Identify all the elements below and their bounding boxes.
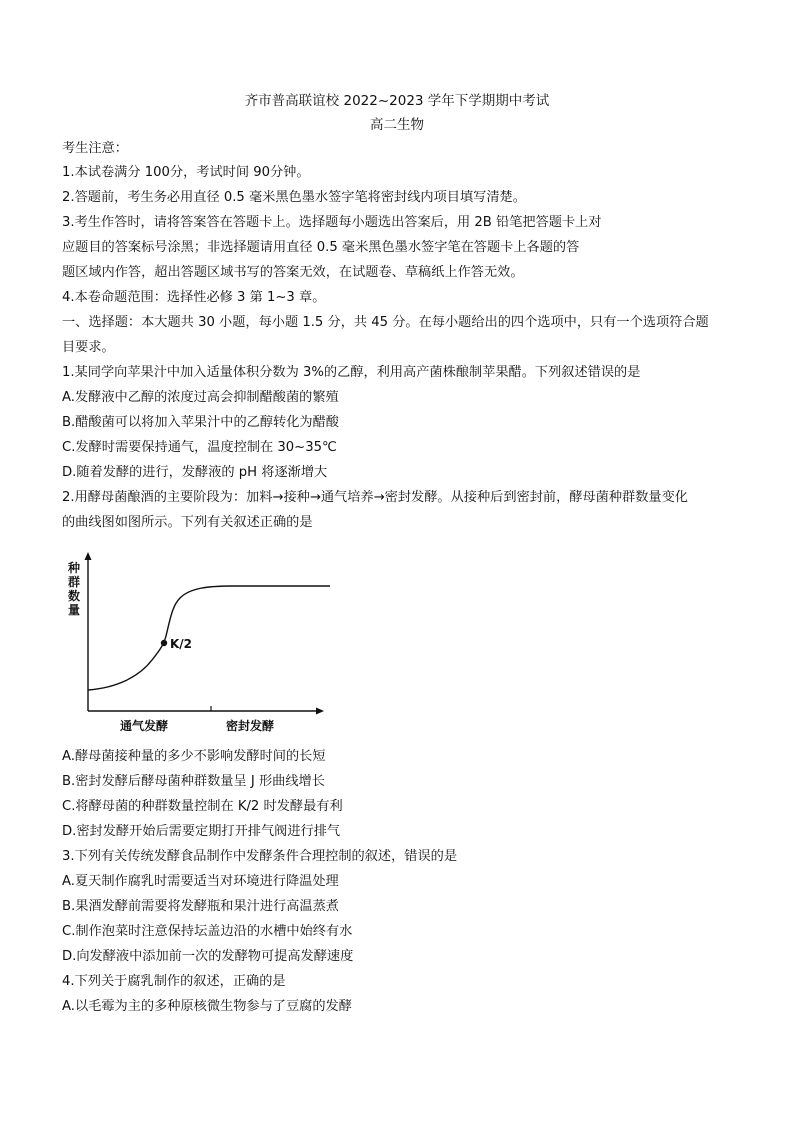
exam-subject: 高二生物 <box>370 117 424 133</box>
question-3-option-d: D.向发酵液中添加前一次的发酵物可提高发酵速度 <box>62 949 354 964</box>
question-2-option-b: B.密封发酵后酵母菌种群数量呈 J 形曲线增长 <box>62 774 325 789</box>
notice-line: 题区域内作答，超出答题区域书写的答案无效，在试题卷、草稿纸上作答无效。 <box>62 265 524 280</box>
phase-label-sealed: 密封发酵 <box>226 719 275 733</box>
notice-line: 4.本卷命题范围：选择性必修 3 第 1~3 章。 <box>62 290 326 305</box>
question-1-option-a: A.发酵液中乙醇的浓度过高会抑制醋酸菌的繁殖 <box>62 390 339 405</box>
question-1-option-c: C.发酵时需要保持通气，温度控制在 30~35℃ <box>62 440 337 455</box>
exam-title: 齐市普高联谊校 2022~2023 学年下学期期中考试 <box>244 93 550 109</box>
question-2-stem-cont: 的曲线图如图所示。下列有关叙述正确的是 <box>62 515 313 530</box>
question-2-stem: 2.用酵母菌酿酒的主要阶段为：加料→接种→通气培养→密封发酵。从接种后到密封前，酵母菌种群数量变化 <box>62 490 688 505</box>
question-2-option-a: A.酵母菌接种量的多少不影响发酵时间的长短 <box>62 749 326 764</box>
question-1-option-d: D.随着发酵的进行，发酵液的 pH 将逐渐增大 <box>62 465 328 480</box>
k-half-label: K/2 <box>170 637 193 651</box>
question-3-option-c: C.制作泡菜时注意保持坛盖边沿的水槽中始终有水 <box>62 924 353 939</box>
phase-label-aeration: 通气发酵 <box>120 719 169 733</box>
notice-line: 3.考生作答时，请将答案答在答题卡上。选择题每小题选出答案后，用 2B 铅笔把答题卡上对 <box>62 215 602 230</box>
question-1-option-b: B.醋酸菌可以将加入苹果汁中的乙醇转化为醋酸 <box>62 415 339 430</box>
question-3-option-b: B.果酒发酵前需要将发酵瓶和果汁进行高温蒸煮 <box>62 899 339 914</box>
y-axis-label-char: 种 <box>68 561 81 575</box>
question-4-option-a: A.以毛霉为主的多种原核微生物参与了豆腐的发酵 <box>62 999 352 1014</box>
section-heading-cont: 目要求。 <box>62 340 115 355</box>
notice-heading: 考生注意： <box>62 141 128 156</box>
k-half-point <box>161 640 167 646</box>
question-3-stem: 3.下列有关传统发酵食品制作中发酵条件合理控制的叙述，错误的是 <box>62 849 458 864</box>
population-growth-figure <box>60 548 340 738</box>
y-axis-label-char: 量 <box>68 603 81 617</box>
question-4-stem: 4.下列关于腐乳制作的叙述，正确的是 <box>62 974 286 989</box>
notice-line: 2.答题前，考生务必用直径 0.5 毫米黑色墨水签字笔将密封线内项目填写清楚。 <box>62 190 526 205</box>
question-1-stem: 1.某同学向苹果汁中加入适量体积分数为 3%的乙醇，利用高产菌株酿制苹果醋。下列叙述错误的是 <box>62 365 641 380</box>
y-axis-label-char: 数 <box>68 589 81 603</box>
notice-line: 1.本试卷满分 100分，考试时间 90分钟。 <box>62 165 310 180</box>
notice-line: 应题目的答案标号涂黑；非选择题请用直径 0.5 毫米黑色墨水签字笔在答题卡上各题的答 <box>62 240 580 255</box>
question-3-option-a: A.夏天制作腐乳时需要适当对环境进行降温处理 <box>62 874 339 889</box>
y-axis-label-char: 群 <box>68 575 81 589</box>
x-axis-arrow <box>316 708 324 715</box>
section-heading: 一、选择题：本大题共 30 小题，每小题 1.5 分，共 45 分。在每小题给出的四个选项中，只有一个选项符合题 <box>62 315 709 330</box>
s-shaped-growth-curve <box>88 586 330 690</box>
question-2-option-d: D.密封发酵开始后需要定期打开排气阀进行排气 <box>62 824 341 839</box>
y-axis-arrow <box>85 552 92 560</box>
question-2-option-c: C.将酵母菌的种群数量控制在 K/2 时发酵最有利 <box>62 799 343 814</box>
